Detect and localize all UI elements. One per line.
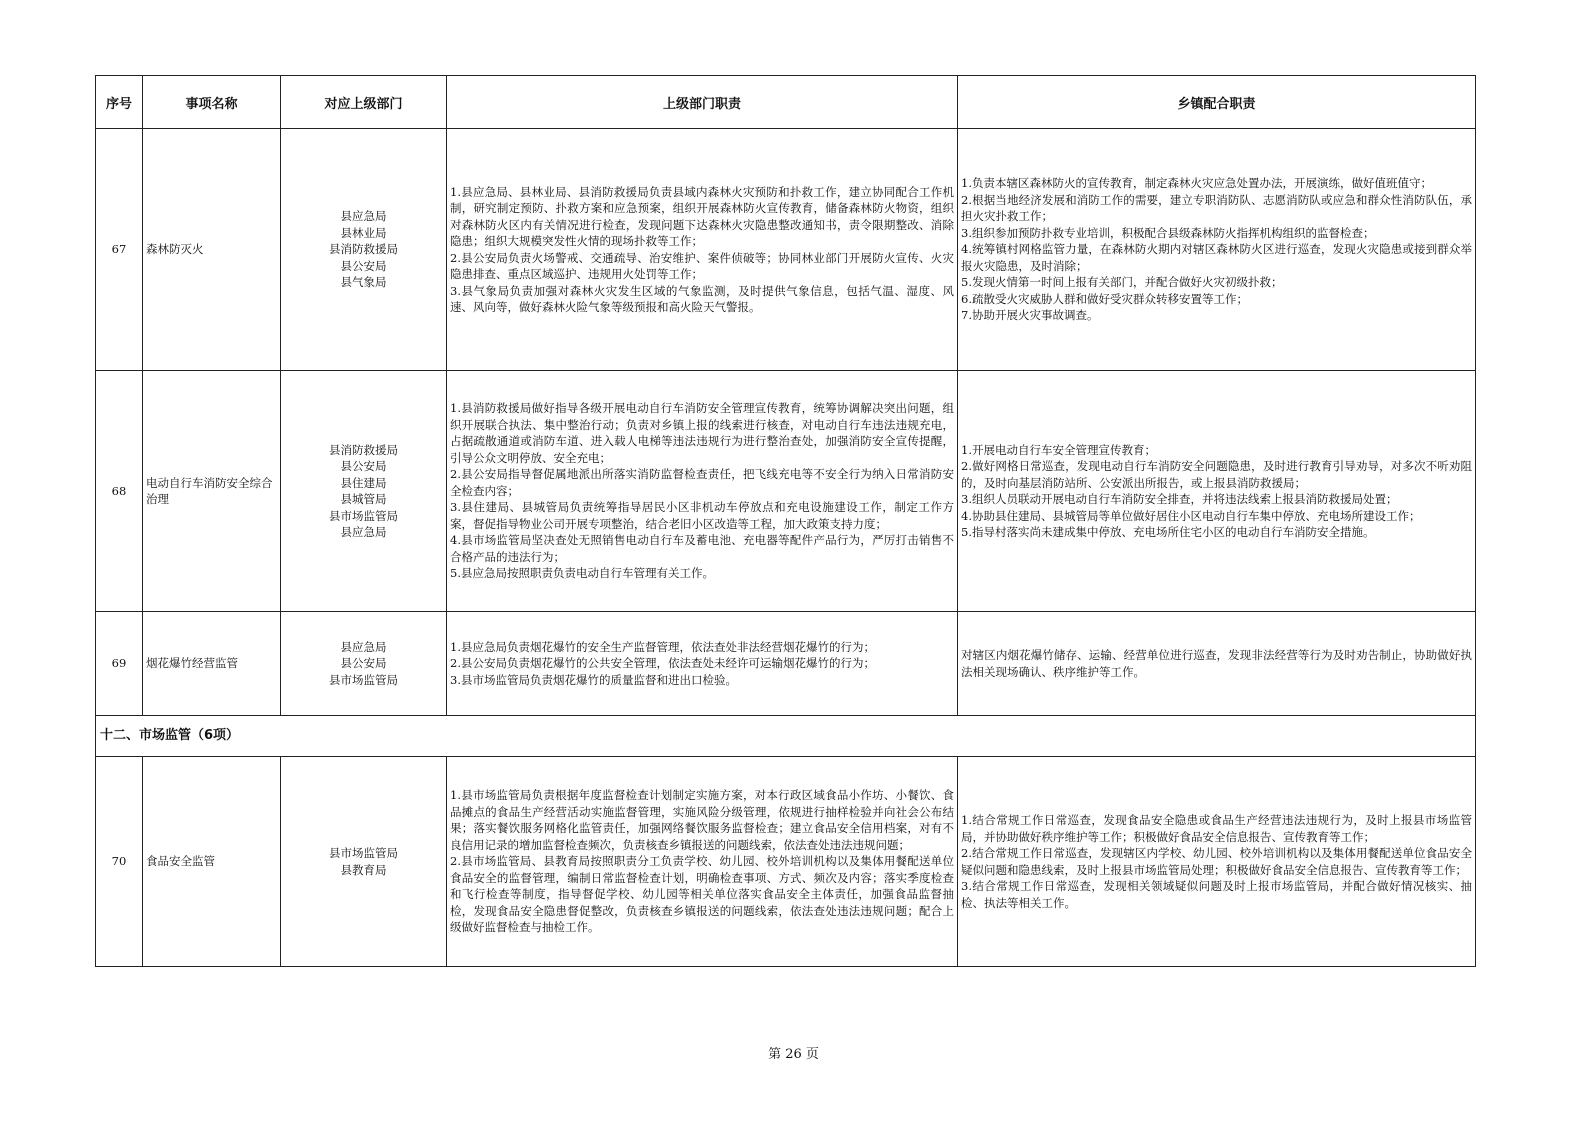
superior-duties xyxy=(447,612,958,716)
header-item-name: 事项名称 xyxy=(143,76,281,129)
duty-item: 2.做好网格日常巡查，发现电动自行车消防安全问题隐患，及时进行教育引导劝导，对多次不听劝阻的，及时向基层消防站所、公安派出所报告，或上报县消防救援局； xyxy=(961,459,1472,490)
item-name: 电动自行车消防安全综合治理 xyxy=(143,371,281,612)
duty-item: 1.县消防救援局做好指导各级开展电动自行车消防安全管理宣传教育，统筹协调解决突出问题，组织开展联合执法、集中整治行动；负责对乡镇上报的线索进行核查，对电动自行车违法违规充电，占据疏散通道或消防车道、进入载人电梯等违法违规行为进行整治查处，加强消防安全宣传提醒，引导公众文明停放、安全充电； xyxy=(450,401,954,465)
duty-item: 2.县公安局负责火场警戒、交通疏导、治安维护、案件侦破等；协同林业部门开展防火宣传、火灾隐患排查、重点区域巡护、违规用火处罚等工作； xyxy=(450,250,954,281)
duty-item: 4.协助县住建局、县城管局等单位做好居住小区电动自行车集中停放、充电场所建设工作； xyxy=(961,508,1421,523)
town-duties xyxy=(958,612,1476,716)
department-list xyxy=(281,757,447,967)
table-row xyxy=(96,612,1476,716)
table-row xyxy=(96,371,1476,612)
section-row xyxy=(96,716,1476,757)
duty-item: 1.县市场监管局负责根据年度监督检查计划制定实施方案，对本行政区域食品小作坊、小餐饮、食品摊点的食品生产经营活动实施监督管理，实施风险分级管理，依规进行抽样检验并向社会公布结果；落实餐饮服务网格化监管责任，加强网络餐饮服务监督检查；建立食品安全信用档案，对有不良信用记录的增加监督检查频次，负责核查乡镇报送的问题线索，依法查处违法违规问题； xyxy=(450,788,954,852)
duty-item: 对辖区内烟花爆竹储存、运输、经营单位进行巡查，发现非法经营等行为及时劝告制止，协助做好执法相关现场确认、秩序维护等工作。 xyxy=(961,648,1472,679)
department: 县市场监管局 xyxy=(329,846,398,860)
duty-item: 1.结合常规工作日常巡查，发现食品安全隐患或食品生产经营违法违规行为，及时上报县市场监管局，并协助做好秩序维护等工作；积极做好食品安全信息报告、宣传教育等工作； xyxy=(961,813,1472,844)
department: 县消防救援局 xyxy=(329,242,398,257)
duty-item: 3.县市场监管局负责烟花爆竹的质量监督和进出口检验。 xyxy=(450,672,737,687)
department: 县公安局 xyxy=(340,258,387,273)
table-row xyxy=(96,757,1476,967)
town-duties xyxy=(958,757,1476,967)
duty-item: 2.县公安局指导督促属地派出所落实消防监督检查责任，把飞线充电等不安全行为纳入日常消防安全检查内容； xyxy=(450,467,954,498)
department: 县应急局 xyxy=(340,209,387,224)
duty-item: 5.指导村落实尚未建成集中停放、充电场所住宅小区的电动自行车消防安全措施。 xyxy=(961,525,1375,539)
department-list xyxy=(281,612,447,716)
department: 县公安局 xyxy=(340,656,387,671)
superior-duties xyxy=(447,371,958,612)
duty-item: 1.开展电动自行车安全管理宣传教育； xyxy=(961,442,1156,457)
department-list xyxy=(281,129,447,371)
duty-item: 1.县应急局、县林业局、县消防救援局负责县域内森林火灾预防和扑救工作，建立协同配合工作机制，研究制定预防、扑救方案和应急预案，组织开展森林防火宣传教育，储备森林防火物资，组织对森林防火区内有关情况进行检查，发现问题下达森林火灾隐患整改通知书，责令限期整改、消除隐患；组织大规模突发性火情的现场扑救等工作； xyxy=(450,184,954,248)
row-number: 67 xyxy=(96,129,143,371)
row-number: 69 xyxy=(96,612,143,716)
department-list xyxy=(281,371,447,612)
duty-item: 1.负责本辖区森林防火的宣传教育，制定森林火灾应急处置办法，开展演练，做好值班值守； xyxy=(961,176,1432,191)
item-name: 森林防灭火 xyxy=(143,129,281,371)
department: 县城管局 xyxy=(340,492,387,506)
duty-item: 3.结合常规工作日常巡查，发现相关领域疑似问题及时上报市场监管局，并配合做好情况核实、抽检、执法等相关工作。 xyxy=(961,879,1472,910)
header-superior-department: 对应上级部门 xyxy=(281,76,447,129)
superior-duties xyxy=(447,129,958,371)
town-duties xyxy=(958,371,1476,612)
duty-item: 2.县公安局负责烟花爆竹的公共安全管理，依法查处未经许可运输烟花爆竹的行为； xyxy=(450,656,875,671)
duty-item: 1.县应急局负责烟花爆竹的安全生产监督管理，依法查处非法经营烟花爆竹的行为； xyxy=(450,639,875,654)
item-name: 烟花爆竹经营监管 xyxy=(143,612,281,716)
department: 县市场监管局 xyxy=(329,508,398,523)
department: 县住建局 xyxy=(340,475,387,490)
department: 县应急局 xyxy=(340,639,387,654)
duty-item: 6.疏散受火灾威胁人群和做好受灾群众转移安置等工作； xyxy=(961,291,1248,306)
duty-item: 3.县住建局、县城管局负责统筹指导居民小区非机动车停放点和充电设施建设工作，制定工作方案，督促指导物业公司开展专项整治，结合老旧小区改造等工程，加大政策支持力度； xyxy=(450,500,954,531)
duty-item: 5.县应急局按照职责负责电动自行车管理有关工作。 xyxy=(450,566,714,581)
superior-duties xyxy=(447,757,958,967)
department: 县公安局 xyxy=(340,459,387,473)
header-superior-duties: 上级部门职责 xyxy=(447,76,958,129)
page-number: 第 26 页 xyxy=(768,1047,819,1062)
duty-item: 3.县气象局负责加强对森林火灾发生区域的气象监测，及时提供气象信息，包括气温、湿度、风速、风向等，做好森林火险气象等级预报和高火险天气警报。 xyxy=(450,283,954,314)
duty-item: 2.县市场监管局、县教育局按照职责分工负责学校、幼儿园、校外培训机构以及集体用餐配送单位食品安全的监督管理，编制日常监督检查计划，明确检查事项、方式、频次及内容；落实季度检查和飞行检查等制度，指导督促学校、幼儿园等相关单位落实食品安全主体责任，加强食品监督抽检，发现食品安全隐患督促整改，负责核查乡镇报送的问题线索，依法查处违法违规问题；配合上级做好监督检查与抽检工作。 xyxy=(450,854,954,935)
town-duties xyxy=(958,129,1476,371)
row-number: 70 xyxy=(96,757,143,967)
duty-item: 3.组织人员联动开展电动自行车消防安全排查，并将违法线索上报县消防救援局处置； xyxy=(961,492,1398,506)
table-row xyxy=(96,129,1476,371)
department: 县教育局 xyxy=(340,862,387,877)
item-name: 食品安全监管 xyxy=(143,757,281,967)
duty-item: 4.县市场监管局坚决查处无照销售电动自行车及蓄电池、充电器等配件产品行为，严厉打击销售不合格产品的违法行为； xyxy=(450,533,954,564)
table-header-row xyxy=(96,76,1476,129)
duty-item: 2.结合常规工作日常巡查，发现辖区内学校、幼儿园、校外培训机构以及集体用餐配送单位食品安全疑似问题和隐患线索，及时上报县市场监管局处理；积极做好食品安全信息报告、宣传教育等工作； xyxy=(961,846,1472,877)
row-number: 68 xyxy=(96,371,143,612)
department: 县市场监管局 xyxy=(329,672,398,687)
duty-item: 2.根据当地经济发展和消防工作的需要，建立专职消防队、志愿消防队或应急和群众性消防队伍，承担火灾扑救工作； xyxy=(961,192,1472,224)
department: 县消防救援局 xyxy=(329,442,398,457)
duty-item: 3.组织参加预防扑救专业培训，积极配合县级森林防火指挥机构组织的监督检查； xyxy=(961,225,1375,240)
duty-item: 7.协助开展火灾事故调查。 xyxy=(961,308,1099,323)
header-town-duties: 乡镇配合职责 xyxy=(958,76,1476,129)
duty-item: 4.统筹镇村网格监管力量，在森林防火期内对辖区森林防火区进行巡查，发现火灾隐患或接到群众举报火灾隐患，及时消除； xyxy=(961,242,1472,273)
department: 县气象局 xyxy=(340,275,387,290)
duty-table xyxy=(95,75,1476,967)
duty-item: 5.发现火情第一时间上报有关部门，并配合做好火灾初级扑救； xyxy=(961,275,1283,290)
section-heading: 十二、市场监管（6项） xyxy=(96,716,1476,757)
department: 县应急局 xyxy=(340,525,387,539)
department: 县林业局 xyxy=(340,225,387,240)
header-number: 序号 xyxy=(96,76,143,129)
